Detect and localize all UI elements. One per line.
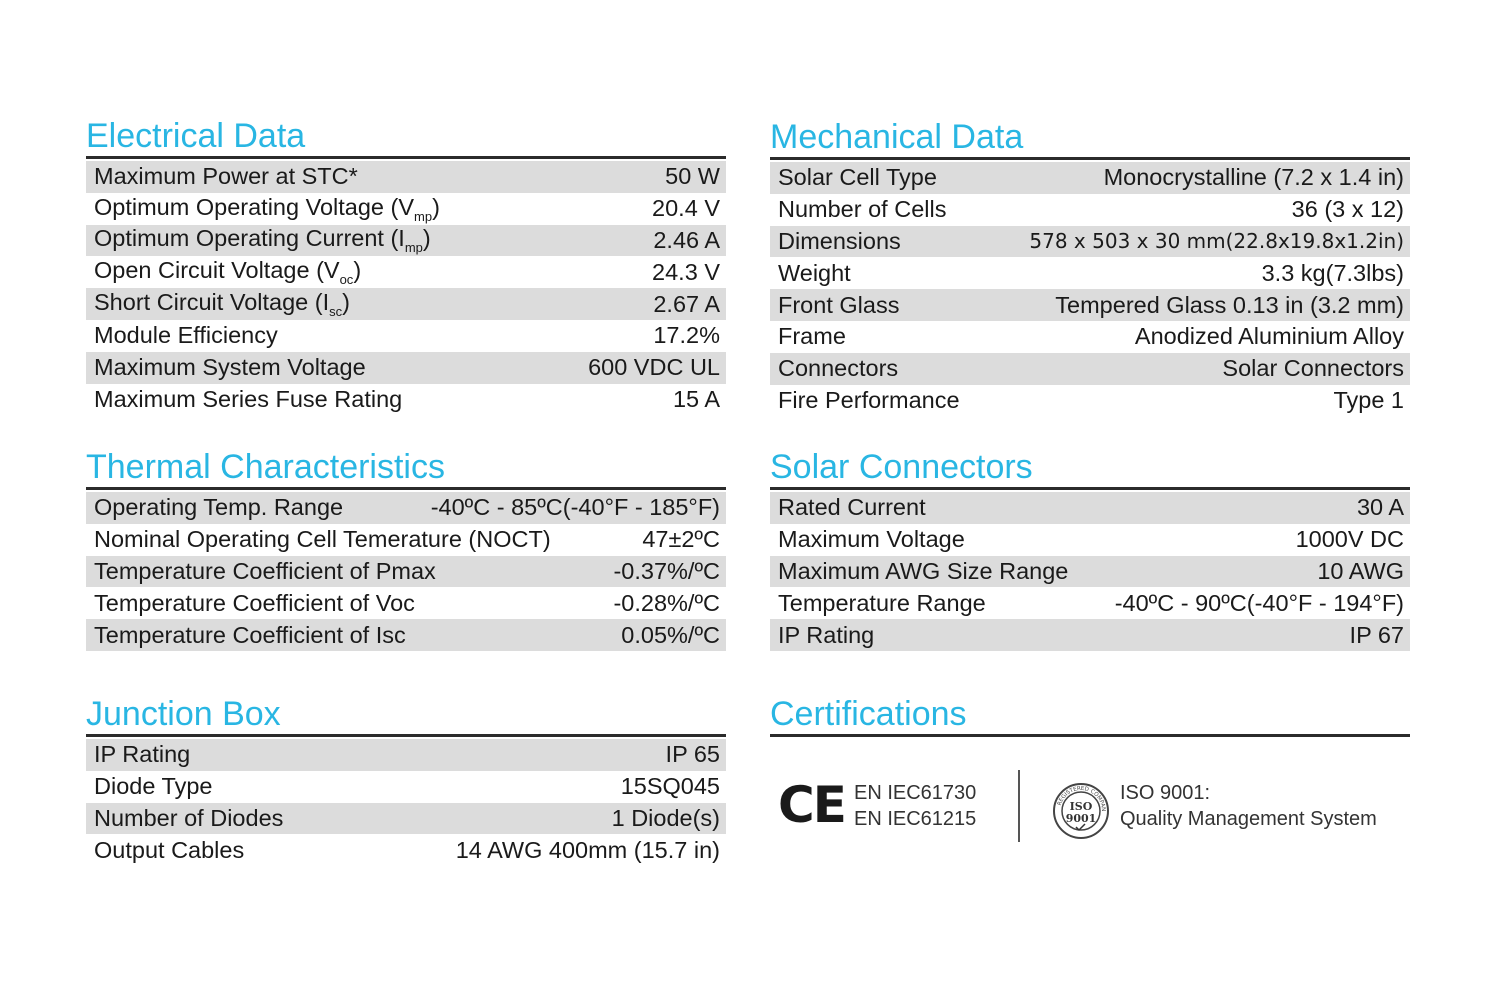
row-value: Anodized Aluminium Alloy [1134,323,1404,350]
ce-mark-logo: CE [778,776,845,834]
table-row [770,556,1410,588]
table-row [770,194,1410,226]
iso-line-1: ISO 9001: [1120,782,1211,804]
table-row [86,225,726,257]
spec-table [770,492,1410,651]
row-value: 30 A [1356,494,1404,521]
table-row [86,587,726,619]
row-label: Fire Performance [778,386,960,413]
row-value: -0.37%/ºC [613,557,720,584]
table-row [86,256,726,288]
solar-connectors-section [770,449,1410,651]
table-row [770,162,1410,194]
row-value: 578 x 503 x 30 mm(22.8x19.8x1.2in) [1029,229,1404,254]
table-row [770,289,1410,321]
row-value: Monocrystalline (7.2 x 1.4 in) [1103,164,1404,191]
row-value: 1 Diode(s) [611,804,720,831]
row-label: Open Circuit Voltage $(V_{oc})$ [94,257,362,288]
row-value: 50 W [665,163,720,190]
row-value: 2.67 A [653,290,720,317]
table-row [770,524,1410,556]
row-label: Temperature Coefficient of Isc [94,621,406,648]
section-divider [86,734,726,737]
row-label-subscript: oc [339,272,354,288]
row-label: Maximum System Voltage [94,354,366,381]
iso-ring-text: REGISTERED COMPAN [1056,785,1107,812]
spec-table [86,739,726,866]
table-row [86,619,726,651]
iso-9001-seal-icon [1052,782,1110,845]
spec-table [770,162,1410,416]
row-value: 36 (3 x 12) [1291,196,1404,223]
ce-standard-2: EN IEC61215 [854,808,977,830]
section-title: Certifications [770,695,967,733]
row-value: IP 65 [665,741,720,768]
table-row [86,556,726,588]
row-label: Module Efficiency [94,322,278,349]
junction-box-section [86,696,726,866]
table-row [770,492,1410,524]
row-label: Maximum Voltage [778,526,965,553]
row-value: 10 AWG [1317,557,1404,584]
row-label: Solar Cell Type [778,164,937,191]
table-row [770,226,1410,258]
row-label: Short Circuit Voltage $(I_{sc})$ [94,289,350,320]
row-value: -40ºC - 85ºC(-40°F - 185°F) [430,494,720,521]
row-label: Maximum AWG Size Range [778,557,1069,584]
row-value: -40ºC - 90ºC(-40°F - 194°F) [1114,589,1404,616]
section-title: Thermal Characteristics [86,448,445,486]
spec-table [86,492,726,651]
row-label: Dimensions [778,227,901,254]
row-value: 15 A [672,385,720,412]
row-label: Nominal Operating Cell Temerature (NOCT) [94,526,551,553]
section-divider [770,487,1410,490]
row-label: Number of Diodes [94,804,284,831]
row-value: 17.2% [653,322,720,349]
row-label: IP Rating [778,621,875,648]
row-value: 20.4 V [652,195,720,222]
section-divider [86,156,726,159]
row-value: 600 VDC UL [588,354,720,381]
row-label: Temperature Coefficient of Voc [94,589,415,616]
row-label: Optimum Operating Voltage $(V_{mp})$ [94,193,440,224]
iso-badge-bottom: 9001 [1065,812,1097,825]
row-value: 2.46 A [653,226,720,253]
table-row [770,587,1410,619]
row-label: Rated Current [778,494,926,521]
row-label: Temperature Coefficient of Pmax [94,557,436,584]
iso-line-2: Quality Management System [1120,808,1377,830]
table-row [770,385,1410,417]
table-row [86,288,726,320]
table-row [86,193,726,225]
section-divider [770,157,1410,160]
mechanical-data-section [770,119,1410,416]
table-row [770,321,1410,353]
section-title: Solar Connectors [770,448,1033,486]
table-row [770,353,1410,385]
row-value: 0.05%/ºC [621,621,720,648]
row-label-subscript: mp [404,240,423,256]
certifications-section [770,696,1410,737]
section-divider [770,734,1410,737]
table-row [86,161,726,193]
thermal-characteristics-section [86,449,726,651]
section-divider [86,487,726,490]
row-value: Type 1 [1333,386,1404,413]
table-row [86,771,726,803]
table-row [770,257,1410,289]
row-label: Connectors [778,355,899,382]
row-label: Weight [778,259,851,286]
row-value: IP 67 [1349,621,1404,648]
row-value: Solar Connectors [1222,355,1404,382]
row-label: Temperature Range [778,589,986,616]
table-row [86,524,726,556]
row-value: 1000V DC [1295,526,1404,553]
table-row [86,739,726,771]
row-label: IP Rating [94,741,191,768]
section-title: Junction Box [86,695,281,733]
table-row [86,352,726,384]
row-label: Maximum Series Fuse Rating [94,385,403,412]
row-label: Maximum Power at STC* [94,163,358,190]
row-value: 3.3 kg(7.3lbs) [1261,259,1404,286]
row-label: Optimum Operating Current $(I_{mp})$ [94,225,431,256]
section-title: Mechanical Data [770,118,1024,156]
ce-standards [854,780,976,832]
row-label: Output Cables [94,836,245,863]
iso-description [1120,780,1377,832]
table-row [86,384,726,416]
row-label-subscript: sc [329,304,343,320]
row-value: 15SQ045 [620,773,720,800]
table-row [86,834,726,866]
spec-table [86,161,726,415]
table-row [770,619,1410,651]
electrical-data-section [86,118,726,415]
table-row [86,320,726,352]
cert-divider [1018,770,1020,842]
row-label: Diode Type [94,773,213,800]
row-value: 47±2ºC [642,526,720,553]
row-value: 24.3 V [652,258,720,285]
row-label: Operating Temp. Range [94,494,344,521]
section-title: Electrical Data [86,117,306,155]
iso-badge-top: ISO [1069,800,1093,813]
table-row [86,803,726,835]
row-value: -0.28%/ºC [613,589,720,616]
certifications-body [770,760,1410,850]
ce-standard-1: EN IEC61730 [854,782,977,804]
row-label: Front Glass [778,291,900,318]
row-label: Frame [778,323,846,350]
table-row [86,492,726,524]
row-value: Tempered Glass 0.13 in (3.2 mm) [1055,291,1404,318]
row-label-subscript: mp [414,208,433,224]
row-value: 14 AWG 400mm (15.7 in) [455,836,720,863]
row-label: Number of Cells [778,196,947,223]
